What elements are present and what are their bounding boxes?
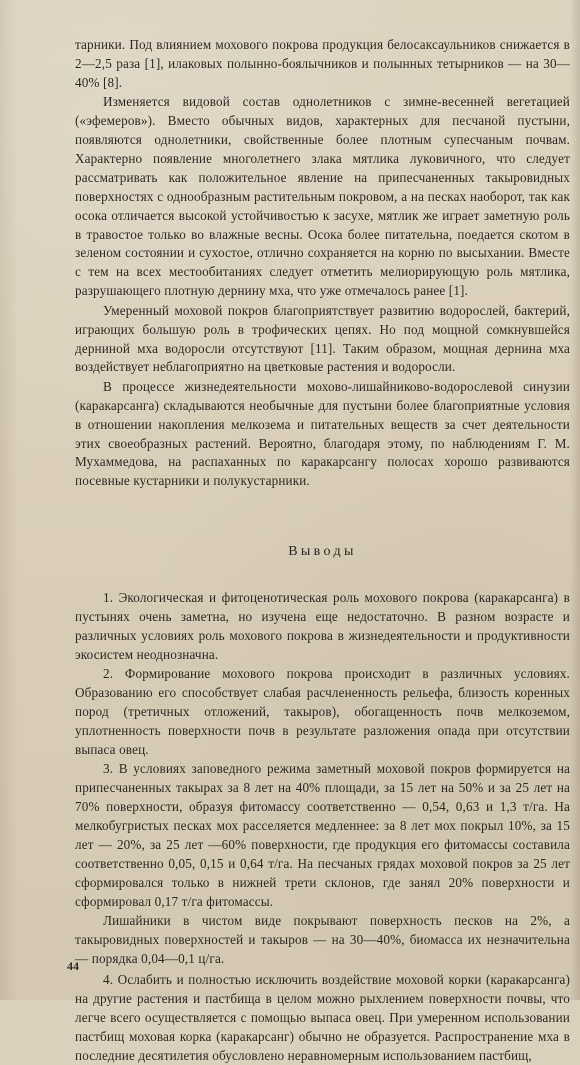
conclusion-2: 2. Формирование мохового покрова происходит в различных условиях. Образованию его способствует слабая расчлененность рельефа, близость коренных пород (третичных отложений, такыров), обогащенность почв мелкоземом, уплотненность поверхности почв в результате разложения опада при отсутствии выпаса овец. <box>75 666 570 757</box>
conclusion-3: 3. В условиях заповедного режима заметный моховой покров формируется на припесчаненных такырах за 8 лет на 40% площади, за 15 лет на 50% и за 25 лет на 70% поверхности, образуя фитомассу соответственно — 0,54, 0,63 и 1,3 т/га. На мелкобугристых песках мох расселяется медленнее: за 8 лет мох покрыл 10%, за 15 лет — 20%, за 25 лет —60% поверхности, где продукция его фитомассы составила соответственно 0,05, 0,15 и 0,64 т/га. На песчаных грядах моховой покров за 25 лет сформировался только в нижней трети склонов, где занял 20% поверхности и сформировал 0,17 т/га фитомассы. <box>75 761 570 909</box>
page-binding-shadow <box>0 0 18 1000</box>
page-content <box>75 36 570 1065</box>
lichen-paragraph: Лишайники в чистом виде покрывают поверхность песков на 2%, а такыровидных поверхностей и такыров — на 30—40%, биомасса их незначительна — порядка 0,04—0,1 ц/га. <box>75 913 570 966</box>
section-title: Выводы <box>288 544 357 560</box>
paragraph-4: В процессе жизнедеятельности мохово-лишайниково-водорослевой синузии (каракарсанга) складываются необычные для пустыни более благоприятные условия в отношении накопления мелкозема и питательных веществ за счет деятельности этих своеобразных растений. Вероятно, благодаря этому, по наблюдениям Г. М. Мухаммедова, на распаханных по каракарсангу полосах хорошо развиваются посевные кустарники и полукустарники. <box>75 378 570 489</box>
page-number: 44 <box>67 959 79 973</box>
conclusion-1: 1. Экологическая и фитоценотическая роль мохового покрова (каракарсанга) в пустынях очень заметна, но изучена еще недостаточно. В разном возрасте и различных условиях роль мохового покрова в жизнедеятельности и продуктивности экосистем неоднозначна. <box>75 590 570 662</box>
page-edge-shadow <box>570 0 580 1000</box>
paragraph-1: тарники. Под влиянием мохового покрова продукция белосаксаульников снижается в 2—2,5 раза [1], илаковых полынно-боялычников и полынных тетырников — на 30—40% [8]. <box>75 37 570 90</box>
conclusion-4: 4. Ослабить и полностью исключить воздействие моховой корки (каракарсанга) на другие растения и пастбища в целом можно рыхлением поверхности почвы, что легче всего осуществляется с помощью выпаса овец. При умеренном использовании пастбищ моховая корка (каракарсанг) обычно не образуется. Распространение мха в последние десятилетия обусловлено неравномерным использованием пастбищ, <box>75 971 570 1063</box>
paragraph-3: Умеренный моховой покров благоприятствует развитию водорослей, бактерий, играющих большую роль в трофических цепях. Но под мощной сомкнувшейся дерниной мха водоросли отсутствуют [11]. Таким образом, мощная дернина мха воздействует неблагоприятно на цветковые растения и водоросли. <box>75 302 570 375</box>
paragraph-2: Изменяется видовой состав однолетников с зимне-весенней вегетацией («эфемеров»). Вместо обычных видов, характерных для песчаной пустыни, появляются однолетники, свойственные более плотным супесчаным почвам. Характерно появление многолетнего злака мятлика луковичного, что следует рассматривать как положительное явление на припесчаненных такыровидных поверхностях с однообразным растительным покровом, а на песках наоборот, так как осока отличается высокой устойчивостью к засухе, мятлик же играет заметную роль в травостое только во влажные весны. Осока более питательна, поедается скотом в зеленом состоянии и сухостое, отлично сохраняется на корню по высыхании. Вместе с тем на всех местообитаниях следует отметить мелиорирующую роль мятлика, разрушающего плотную дернину мха, что уже отмечалось ранее [1]. <box>75 94 570 299</box>
